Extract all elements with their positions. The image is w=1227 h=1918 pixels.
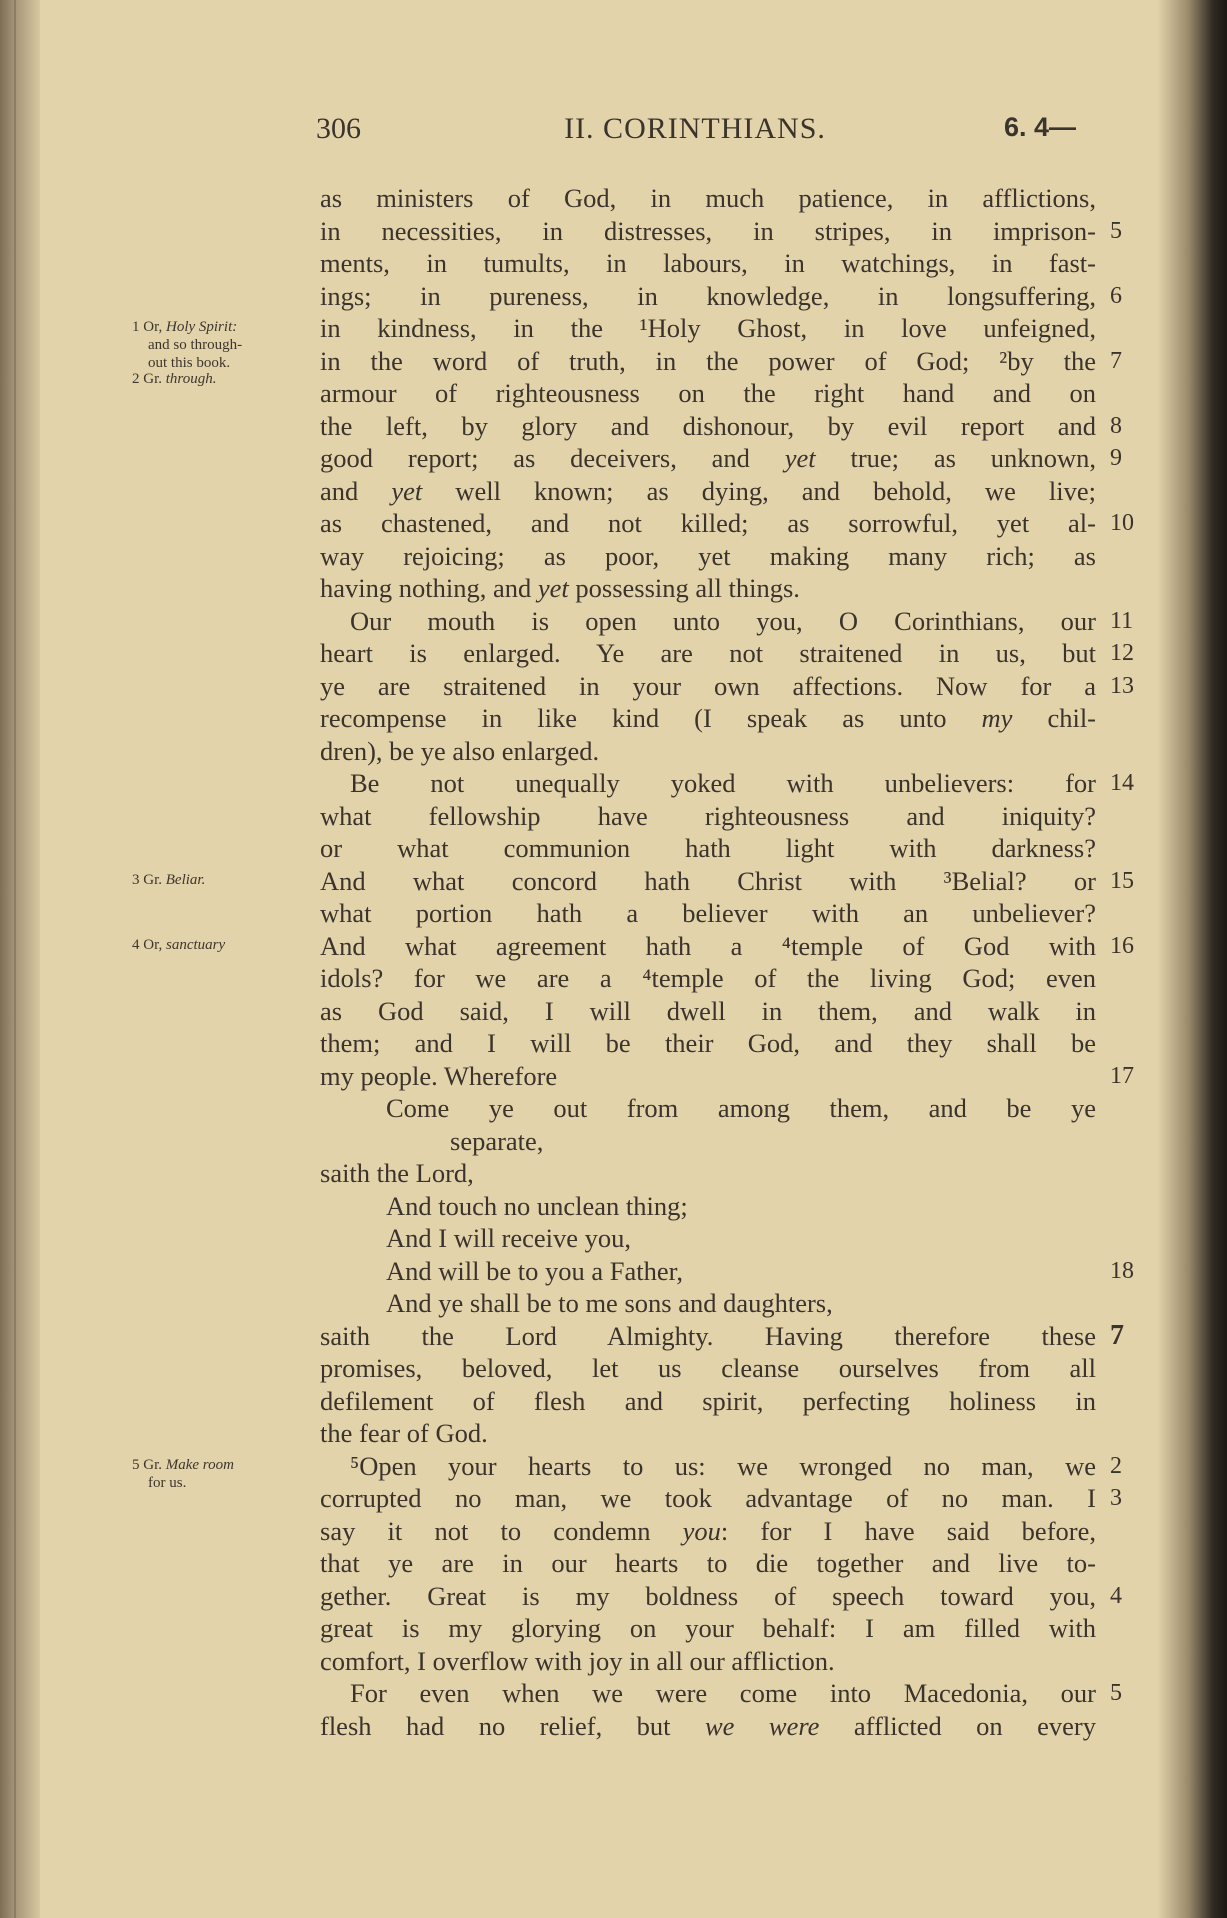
text-line [320, 897, 1096, 930]
note-text-segment: 2 Gr. [132, 371, 166, 387]
text-segment: ye are straitened in your own affections. Now for a [320, 670, 1096, 701]
chapter-number: 7 [1110, 1319, 1124, 1351]
verse-number: 10 [1110, 510, 1134, 536]
line-text [320, 832, 1096, 865]
text-line [320, 1515, 1096, 1548]
text-segment: comfort, I overflow with joy in all our affliction. [320, 1645, 835, 1676]
line-text [320, 865, 1096, 898]
line-text [320, 410, 1096, 443]
line-text [320, 1027, 1096, 1060]
text-segment: in necessities, in distresses, in stripes, in imprison- [320, 215, 1096, 246]
line-text [320, 605, 1096, 638]
text-segment: good report; as deceivers, and [320, 443, 785, 473]
text-segment: possessing all things. [568, 573, 800, 603]
line-text [320, 1645, 1096, 1678]
book-binding-shadow [1157, 0, 1227, 1918]
text-line [320, 1547, 1096, 1580]
text-segment: in the word of truth, in the power of God; ²by the [320, 345, 1096, 376]
note-text [132, 1474, 314, 1492]
text-segment: And will be to you a Father, [386, 1255, 684, 1286]
text-segment: having nothing, and [320, 573, 538, 603]
text-line [320, 1612, 1096, 1645]
verse-number: 17 [1110, 1062, 1134, 1089]
note-text-segment: 3 Gr. [132, 871, 166, 888]
text-segment: flesh had no relief, but [320, 1710, 705, 1741]
text-segment: in kindness, in the ¹Holy Ghost, in love unfeigned, [320, 313, 1096, 343]
note-text-segment: out this book. [148, 355, 231, 371]
page-header [0, 112, 1227, 152]
text-line [320, 1645, 1096, 1678]
text-line [320, 832, 1096, 865]
text-segment: Be not unequally yoked with unbelievers: for [350, 768, 1096, 798]
note-text-segment: 1 Or, [132, 319, 166, 335]
note-text-segment: and so through- [148, 337, 243, 353]
scripture-text [320, 182, 1134, 1742]
line-text [320, 1190, 1096, 1223]
text-line [320, 1157, 1096, 1190]
text-line [320, 1222, 1096, 1255]
line-text [320, 1612, 1096, 1645]
text-segment: well known; as dying, and behold, we live; [422, 475, 1097, 506]
text-line [320, 995, 1096, 1028]
line-text [320, 247, 1096, 280]
verse-number: 9 [1110, 445, 1122, 471]
verse-number: 6 [1110, 282, 1122, 309]
note-text [132, 936, 314, 954]
text-segment: dren), be ye also enlarged. [320, 735, 600, 766]
text-line [320, 280, 1122, 313]
verse-number: 16 [1110, 932, 1134, 959]
line-text [320, 800, 1096, 833]
text-line [320, 377, 1096, 410]
verse-number: 5 [1110, 1680, 1122, 1706]
text-line [320, 1677, 1122, 1710]
text-line [320, 215, 1122, 248]
line-text [320, 1060, 1096, 1093]
italic-text: you [682, 1515, 721, 1546]
text-line [320, 1255, 1134, 1288]
text-segment: idols? for we are a ⁴temple of the living God; even [320, 963, 1096, 993]
text-line [320, 1580, 1122, 1613]
line-text [320, 442, 1096, 475]
text-line [320, 865, 1134, 898]
line-text [320, 1385, 1096, 1418]
note-text-segment: 5 Gr. [132, 1456, 166, 1473]
text-segment: And I will receive you, [386, 1223, 632, 1253]
text-segment: recompense in like kind (I speak as unto [320, 703, 982, 733]
italic-text: we were [705, 1710, 820, 1741]
line-text [320, 1450, 1096, 1483]
verse-number: 12 [1110, 640, 1134, 666]
text-line [320, 1710, 1096, 1743]
line-text [320, 702, 1096, 735]
text-segment: that ye are in our hearts to die together and live to- [320, 1548, 1096, 1578]
line-text [320, 930, 1096, 963]
text-line [320, 1450, 1122, 1483]
line-text [320, 280, 1096, 313]
text-segment: say it not to condemn [320, 1515, 683, 1546]
text-segment: corrupted no man, we took advantage of no man. I [320, 1483, 1096, 1513]
text-line [320, 1092, 1096, 1125]
note-italic-text: sanctuary [165, 936, 226, 953]
text-segment: Our mouth is open unto you, O Corinthians, our [350, 605, 1096, 636]
text-segment: saith the Lord Almighty. Having therefore these [320, 1320, 1096, 1351]
verse-number: 18 [1110, 1257, 1134, 1284]
text-line [320, 1125, 1096, 1158]
text-segment: promises, beloved, let us cleanse ourselves from all [320, 1353, 1096, 1383]
text-segment: what portion hath a believer with an unbeliever? [320, 898, 1096, 928]
line-text [320, 735, 1096, 768]
text-segment: the fear of God. [320, 1418, 488, 1448]
line-text [320, 1515, 1096, 1548]
text-line [320, 637, 1134, 670]
text-segment: And what concord hath Christ with ³Belial? or [320, 865, 1096, 896]
verse-number: 7 [1110, 347, 1122, 374]
line-text [320, 767, 1096, 800]
line-text [320, 962, 1096, 995]
text-segment: ⁵Open your hearts to us: we wronged no man, we [350, 1450, 1096, 1481]
line-text [320, 1320, 1096, 1353]
line-text [320, 312, 1096, 345]
text-line [320, 475, 1096, 508]
text-segment: great is my glorying on your behalf: I am filled with [320, 1613, 1096, 1643]
text-segment: as chastened, and not killed; as sorrowful, yet al- [320, 508, 1096, 538]
note-text [132, 318, 314, 336]
line-text [320, 1255, 1096, 1288]
text-line [320, 182, 1096, 215]
line-text [320, 1222, 1096, 1255]
text-segment: what fellowship have righteousness and iniquity? [320, 800, 1096, 831]
line-text [320, 1710, 1096, 1743]
text-segment: true; as unknown, [815, 443, 1096, 473]
text-line [320, 345, 1122, 378]
marginal-note [132, 1456, 314, 1492]
line-text [320, 1482, 1096, 1515]
line-text [320, 1157, 1096, 1190]
line-text [320, 1547, 1096, 1580]
note-italic-text: through. [165, 371, 217, 387]
line-text [320, 572, 1096, 605]
verse-number: 14 [1110, 770, 1134, 796]
text-segment: them; and I will be their God, and they shall be [320, 1028, 1096, 1058]
text-segment: way rejoicing; as poor, yet making many rich; as [320, 540, 1096, 571]
line-text [320, 995, 1096, 1028]
verse-number: 4 [1110, 1582, 1122, 1609]
marginal-note [132, 318, 314, 372]
note-text [132, 370, 314, 388]
note-italic-text: Make room [165, 1456, 234, 1473]
text-line [320, 1027, 1096, 1060]
note-italic-text: Holy Spirit: [165, 319, 238, 335]
text-line [320, 962, 1096, 995]
page-number: 306 [316, 112, 361, 145]
italic-text: yet [784, 443, 816, 473]
marginal-note [132, 936, 314, 954]
text-line [320, 247, 1096, 280]
line-text [320, 1125, 1096, 1158]
text-segment: afflicted on every [819, 1710, 1096, 1741]
note-italic-text: Beliar. [165, 871, 206, 888]
text-line [320, 1352, 1096, 1385]
note-text-segment: 4 Or, [132, 936, 166, 953]
text-line [320, 312, 1096, 345]
text-segment: heart is enlarged. Ye are not straitened in us, but [320, 638, 1096, 668]
chapter-verse-reference: 6. 4— [1004, 112, 1077, 142]
italic-text: my [981, 703, 1013, 733]
text-segment: armour of righteousness on the right hand and on [320, 378, 1096, 408]
note-text [132, 871, 314, 889]
text-line [320, 735, 1096, 768]
verse-number: 5 [1110, 217, 1122, 244]
text-segment: as ministers of God, in much patience, in afflictions, [320, 183, 1096, 213]
text-segment: defilement of flesh and spirit, perfecting holiness in [320, 1385, 1096, 1416]
running-title: II. CORINTHIANS. [564, 112, 826, 145]
verse-number: 11 [1110, 607, 1134, 634]
verse-number: 8 [1110, 412, 1122, 439]
verse-number: 15 [1110, 867, 1134, 894]
verse-number: 3 [1110, 1485, 1122, 1511]
note-text [132, 1456, 314, 1474]
text-segment: And ye shall be to me sons and daughters, [386, 1288, 833, 1318]
text-line [320, 800, 1096, 833]
text-segment: And what agreement hath a ⁴temple of God with [320, 930, 1096, 961]
line-text [320, 1580, 1096, 1613]
line-text [320, 1417, 1096, 1450]
text-segment: saith the Lord, [320, 1158, 474, 1188]
line-text [320, 215, 1096, 248]
text-line [320, 930, 1134, 963]
line-text [320, 345, 1096, 378]
line-text [320, 1092, 1096, 1125]
line-text [320, 182, 1096, 215]
text-segment: Come ye out from among them, and be ye [386, 1093, 1096, 1123]
line-text [320, 670, 1096, 703]
verse-number: 13 [1110, 672, 1134, 699]
text-line [320, 442, 1122, 475]
text-line [320, 1417, 1096, 1450]
line-text [320, 475, 1096, 508]
text-line [320, 1060, 1134, 1093]
page-left-edge [0, 0, 40, 1918]
line-text [320, 540, 1096, 573]
text-line [320, 605, 1134, 638]
line-text [320, 637, 1096, 670]
text-line [320, 702, 1096, 735]
text-segment: ings; in pureness, in knowledge, in longsuffering, [320, 280, 1096, 311]
text-line [320, 540, 1096, 573]
line-text [320, 1352, 1096, 1385]
text-segment: chil- [1012, 703, 1097, 733]
text-line [320, 767, 1134, 800]
text-segment: : for I have said before, [720, 1515, 1096, 1546]
text-line [320, 1319, 1124, 1353]
line-text [320, 507, 1096, 540]
text-line [320, 1482, 1122, 1515]
text-segment: gether. Great is my boldness of speech toward you, [320, 1580, 1096, 1611]
text-line [320, 1385, 1096, 1418]
line-text [320, 377, 1096, 410]
marginal-note [132, 370, 314, 388]
text-segment: and [320, 475, 392, 506]
text-segment: the left, by glory and dishonour, by evil report and [320, 410, 1096, 441]
note-text-segment: for us. [148, 1474, 187, 1491]
line-text [320, 1677, 1096, 1710]
text-line [320, 507, 1134, 540]
text-segment: my people. Wherefore [320, 1060, 558, 1091]
text-segment: separate, [450, 1125, 544, 1156]
text-segment: For even when we were come into Macedonia, our [350, 1678, 1096, 1708]
text-line [320, 572, 1096, 605]
text-line [320, 1190, 1096, 1223]
text-segment: or what communion hath light with darkness? [320, 833, 1096, 863]
italic-text: yet [537, 573, 569, 603]
italic-text: yet [391, 475, 423, 506]
line-text [320, 1287, 1096, 1320]
line-text [320, 897, 1096, 930]
text-segment: ments, in tumults, in labours, in watchings, in fast- [320, 248, 1096, 278]
text-segment: as God said, I will dwell in them, and walk in [320, 995, 1096, 1026]
marginal-note [132, 871, 314, 889]
text-segment: And touch no unclean thing; [386, 1190, 688, 1221]
verse-number: 2 [1110, 1452, 1122, 1479]
text-line [320, 410, 1122, 443]
text-line [320, 670, 1134, 703]
text-line [320, 1287, 1096, 1320]
note-text [132, 336, 314, 354]
